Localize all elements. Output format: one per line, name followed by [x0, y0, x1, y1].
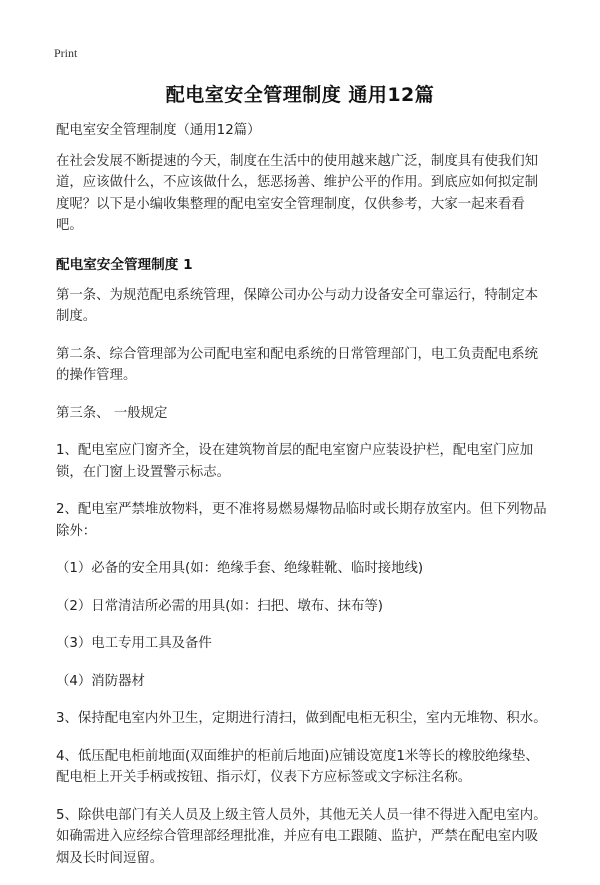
exception-item-1: （1）必备的安全用具(如：绝缘手套、绝缘鞋靴、临时接地线) [56, 561, 424, 576]
rule-item-3: 3、保持配电室内外卫生，定期进行清扫，做到配电柜无积尘，室内无堆物、积水。 [56, 711, 547, 726]
section-heading: 配电室安全管理制度 1 [56, 256, 193, 273]
document-body [56, 120, 550, 885]
exception-item-4: （4）消防器材 [56, 673, 145, 689]
document-subtitle: 配电室安全管理制度（通用12篇） [56, 123, 261, 138]
intro-paragraph: 在社会发展不断提速的今天，制度在生活中的使用越来越广泛，制度具有使我们知道，应该做什么，不应该做什么，惩恶扬善、维护公平的作用。到底应如何拟定制度呢？以下是小编收集整理的配电室安全管理制度，仅供参考，大家一起来看看吧。 [56, 153, 539, 233]
rule-item-4: 4、低压配电柜前地面(双面维护的柜前后地面)应铺设宽度1米等长的橡胶绝缘垫、配电柜上开关手柄或按钮、指示灯，仪表下方应标签或文字标注名称。 [56, 748, 539, 785]
article-1: 第一条、为规范配电系统管理，保障公司办公与动力设备安全可靠运行，特制定本制度。 [56, 287, 539, 324]
print-link[interactable]: Print [54, 46, 78, 60]
article-2: 第二条、综合管理部为公司配电室和配电系统的日常管理部门，电工负责配电系统的操作管理。 [56, 346, 539, 383]
rule-item-2: 2、配电室严禁堆放物料，更不准将易燃易爆物品临时或长期存放室内。但下列物品除外： [56, 502, 547, 539]
rule-item-1: 1、配电室应门窗齐全，设在建筑物首层的配电室窗户应装设护栏，配电室门应加锁，在门窗上设置警示标志。 [56, 443, 534, 480]
exception-item-2: （2）日常清洁所必需的用具(如：扫把、墩布、抹布等) [56, 598, 383, 614]
article-3-heading: 第三条、 一般规定 [56, 405, 168, 421]
rule-item-5: 5、除供电部门有关人员及上级主管人员外，其他无关人员一律不得进入配电室内。如确需进入应经综合管理部经理批准，并应有电工跟随、监护，严禁在配电室内吸烟及长时间逗留。 [56, 807, 547, 866]
exception-item-3: （3）电工专用工具及备件 [56, 636, 212, 651]
page-title: 配电室安全管理制度 通用12篇 [165, 84, 435, 106]
